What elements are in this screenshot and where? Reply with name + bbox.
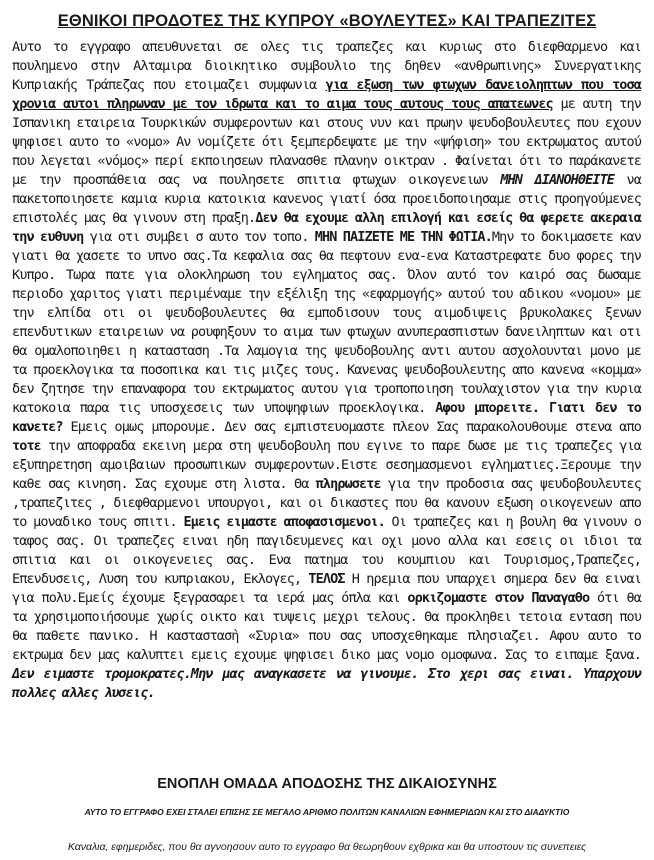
body-text-run: Μην το δοκιμασετε καν γιατι θα χασετε το υπνο σας.Τα κεφαλια σας θα πεφτουν ενα-ενα Καταστρεφατε δυο φορες την Κυπρο. Τωρα πατε για ολοκληρωση του εγληματος σας. Όλον αυτό τον καιρό σας δωσαμε περιοδο χαριτος γιατι περιμέναμε την εξέλιξη της «εφαρμογής» αυτού του αδικου «νομου» με την ελπίδα οτι οι ψευδοβουλευτες θα εμποδισουν τους αιμοδιψεις βρυκολακες ξενων επενδυτικων εταιρειων να ρουφηξουν το αιμα των φτωχων ανυπερασπιστων δανειληπτων και οτι θα ομαλοποιηθει η κατασταση .Τα λαμογια της ψευδοβουλης αντι αυτου ασχολουνται μονο με τα προεκλογικα τα ποσοπικα και τις μιζες τους. Κανενας ψευδοβουλευτης απο κανενα «κομμα» δεν ζητησε την επαναφορα του εκτρωματος αυτου για τροποποιηση τουλαχιστον για την κυρια κατοκοια παρα τις υποσχεσεις των υποψηφιων προεκλογικα. <box>12 229 641 416</box>
body-text-run: ΜΗΝ ΠΑΙΖΕΤΕ ΜΕ ΤΗΝ ΦΩΤΙΑ. <box>314 229 492 245</box>
body-text-run: για οτι συμβει σ αυτο τον τοπο. <box>83 229 315 245</box>
body-text-run: τοτε <box>12 438 41 454</box>
body-text-run: ορκιζομαστε στον Παναγαθο <box>407 590 590 606</box>
body-text-run: για την προδοσια σας ψευδοβουλευτες ,τραπεζιτες , διεφθαρμενοι υπουργοι, και οι δικαστες που θα κανουν εξωση οικογενεων απο το μοναδικο τους σπιτι. <box>12 476 641 530</box>
body-text-run: Η ηρεμια που υπαρχει σημερα δεν θα ειναι για πολυ.Εμείς έχουμε ξεγρασαρει τα ιερά μας όπλα και <box>12 571 641 606</box>
distribution-notice: ΑΥΤΟ ΤΟ ΕΓΓΡΑΦΟ ΕΧΕΙ ΣΤΑΛΕΙ ΕΠΙΣΗΣ ΣΕ ΜΕΓΑΛΟ ΑΡΙΘΜΟ ΠΟΛΙΤΩΝ ΚΑΝΑΛΙΩΝ ΕΦΗΜΕΡΙΔΩΝ ΚΑΙ ΣΤΟ ΔΙΑΔΥΚΤΙΟ <box>84 807 570 817</box>
body-text-run: με αυτη την Ισπανικη εταιρεια Τουρκικών συμφεροντων και στους νυν και πρωην ψευδοβουλευτες που εχουν ψηφισει αυτο το «νομο» Αν νομίζετε ότι ξεμπερδεψατε με την «ψήφιση» του εκτρωματος αυτού που λεγεται «νόμος» περί εκποιησεων πλανασθε πλανην οικτραν . Φαίνεται ότι το παράκανετε με την προσπάθεια σας να πουλησετε σπιτια φτωχων οικογενειων <box>12 96 641 188</box>
document-title <box>0 12 654 31</box>
body-text-run: να πακετοποιησετε καμια κυρια κατοικια κανενος γιατί όσα προειδοποιησαμε στις προηγούμενες επιστολές μας θα γινουν στη πραξη. <box>12 172 642 226</box>
body-text-run: Δεν θα εχουμε αλλη επιλογή και εσείς θα φερετε ακεραια την ευθυνη <box>12 210 641 245</box>
body-text-run: Εμεις ομως μπορουμε. Δεν σας εμπιστευομαστε πλεον Σας παρακολουθουμε στενα απο <box>62 419 641 435</box>
body-text-run: πληρωσετε <box>315 476 381 492</box>
body-text-run: Αυτο το εγγραφο απευθυνεται σε ολες τις τραπεζες και κυριως στο διεφθαρμενο και πουλημενο στην Αλταμιρα διοικητικο συμβουλιο της δηθεν «ανθρωπινης» Συνεργατικης Κυπριακής Τράπεζας που ετοιμαζει συμφωνια <box>12 39 641 93</box>
signature-group-name: ΕΝΟΠΛΗ ΟΜΑΔΑ ΑΠΟΔΟΣΗΣ ΤΗΣ ΔΙΚΑΙΟΣΥΝΗΣ <box>157 776 497 792</box>
body-text-run: ΤΕΛΟΣ <box>308 571 345 587</box>
body-text-run: Αφου μπορειτε. Γιατι δεν το κανετε? <box>12 400 641 435</box>
body-text-run: ότι θα τα χρησιμοποιήσουμε χωρίς οικτο και τυψεις μεχρι τελους. Θα προκληθει τετοια ενταση που θα παθετε πανικο. Η κασταστασ̀η «Συρια» που σας υποσχεθηκαμε πλησιαζει. Αφου αυτο το εκτρωμα δεν μας καλυπτει εμεις εχουμε ψηφισει δικο μας νομο ομοφωνα. Σας το ειπαμε ξανα. <box>12 590 641 663</box>
document-body <box>12 38 641 703</box>
body-text-run: Δεν ειμαστε τρομοκρατες.Μην μας αναγκασετε να γινουμε. Στο χερι σας ειναι. Υπαρχουν πολλες αλλες λυσεις. <box>12 666 641 701</box>
media-warning-note: Καναλια, εφημεριδες, που θα αγνοησουν αυτο το εγγραφο θα θεωρηθουν εχθρικα και θα υποστουν τις συνεπειες <box>67 841 587 853</box>
body-text-run: Εμεις ειμαστε αποφασισμενοι. <box>183 514 385 530</box>
body-text-run: ΜΗΝ ΔΙΑΝΟΗΘΕΙΤΕ <box>500 172 615 188</box>
body-text-run: για εξωση των φτωχων δανειοληπτων που τοσα χρονια αυτοι πληρωναν με τον ιδρωτα και το αιμα τους αυτους τους απατεωνες <box>12 77 641 112</box>
document-title-text: ΕΘΝΙΚΟΙ ΠΡΟΔΟΤΕΣ ΤΗΣ ΚΥΠΡΟΥ «ΒΟΥΛΕΥΤΕΣ» ΚΑΙ ΤΡΑΠΕΖΙΤΕΣ <box>57 12 597 30</box>
body-text-run: Οι τραπεζες και η βουλη θα γινουν ο ταφος σας. Οι τραπεζες ειναι ηδη παγιδευμενες και οχι μονο αλλα και εσεις οι ιδιοι τα σπιτια και οι οικογενειες σας. Ενα πατημα του κουμπιου και Τουρισμος,Τραπεζες, Επενδυσεις, Λυση του κυπριακου, Εκλογες, <box>12 514 641 587</box>
body-text-run: την αποφραδα εκεινη μερα στη ψευδοβουλη που εγινε το παρε δωσε με τις τραπεζες για εξυπηρετηση αμοιβαιων προσωπικων συμφεροντων.Ειστε σεσημασμενοι εγληματιες.Ξερουμε την καθε σας κινηση. Σας εχουμε στη λιστα. Θα <box>12 438 641 492</box>
